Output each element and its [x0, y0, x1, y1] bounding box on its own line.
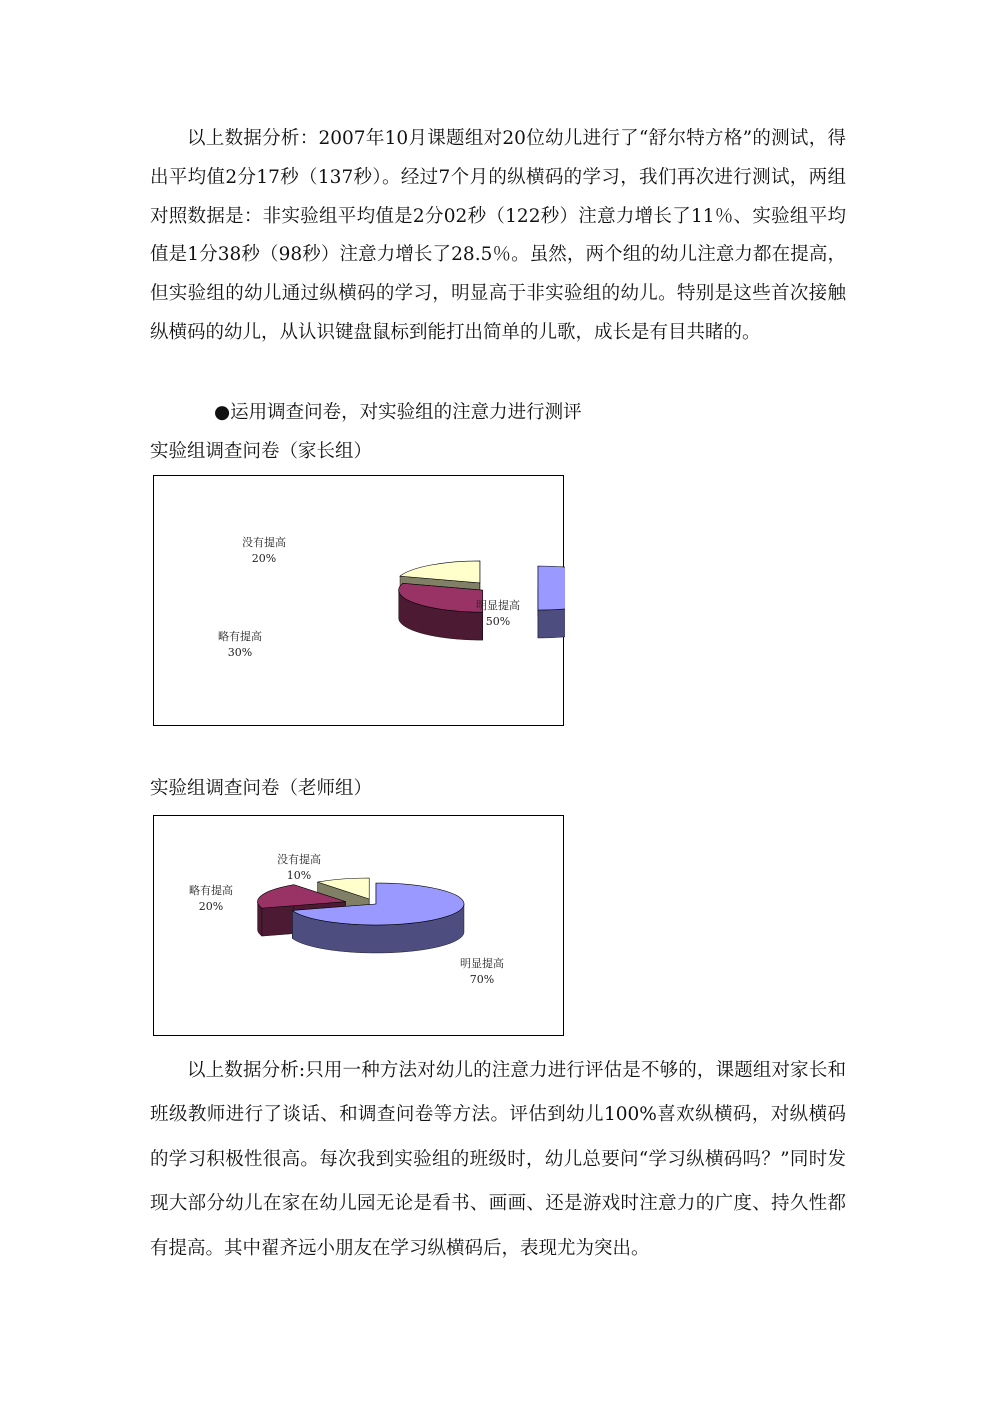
pie-parents-label-percent-0: 50%: [485, 615, 511, 628]
pie-teachers-label-category-0: 明显提高: [460, 957, 504, 970]
pie-teachers-label-category-1: 略有提高: [189, 884, 233, 897]
analysis-paragraph-2: 以上数据分析:只用一种方法对幼儿的注意力进行评估是不够的，课题组对家长和班级教师进行了谈话、和调查问卷等方法。评估到幼儿100%喜欢纵横码，对纵横码的学习积极性很高。每次我到实验组的班级时，幼儿总要问“学习纵横码吗？”同时发现大部分幼儿在家在幼儿园无论是看书、画画、还是游戏时注意力的广度、持久性都有提高。其中翟齐远小朋友在学习纵横码后，表现尤为突出。: [150, 1060, 846, 1259]
pie-parents-label-category-1: 略有提高: [218, 630, 262, 643]
analysis-paragraph-1: 以上数据分析：2007年10月课题组对20位幼儿进行了“舒尔特方格”的测试，得出平均值2分17秒（137秒）。经过7个月的纵横码的学习，我们再次进行测试，两组对照数据是：非实验组平均值是2分02秒（122秒）注意力增长了11％、实验组平均值是1分38秒（98秒）注意力增长了28.5％。虽然，两个组的幼儿注意力都在提高，但实验组的幼儿通过纵横码的学习，明显高于非实验组的幼儿。特别是这些首次接触纵横码的幼儿，从认识键盘鼠标到能打出简单的儿歌，成长是有目共睹的。: [150, 128, 846, 343]
pie-parents-label-category-0: 明显提高: [476, 599, 520, 612]
chart-parents: [153, 475, 564, 726]
pie-parents-slice-top-0: [538, 566, 565, 610]
pie-parents-slice-0: [538, 566, 565, 638]
pie-teachers-label-category-2: 没有提高: [277, 853, 321, 866]
pie-parents-label-category-2: 没有提高: [242, 536, 286, 549]
pie-parents-label-percent-1: 30%: [227, 646, 253, 659]
pie-parents-label-percent-2: 20%: [251, 552, 277, 565]
pie-teachers-label-percent-2: 10%: [286, 869, 312, 882]
pie-chart-teachers: [154, 816, 565, 1037]
pie-teachers-label-percent-1: 20%: [198, 900, 224, 913]
pie-teachers-label-percent-0: 70%: [469, 973, 495, 986]
chart-teachers: [153, 815, 564, 1036]
bullet-item: ●运用调查问卷，对实验组的注意力进行测评: [214, 402, 582, 423]
pie-parents-slice-1: [399, 583, 483, 640]
pie-chart-parents: [154, 476, 565, 727]
chart-caption-parents: 实验组调查问卷（家长组）: [150, 441, 373, 462]
chart-caption-teachers: 实验组调查问卷（老师组）: [150, 778, 373, 799]
